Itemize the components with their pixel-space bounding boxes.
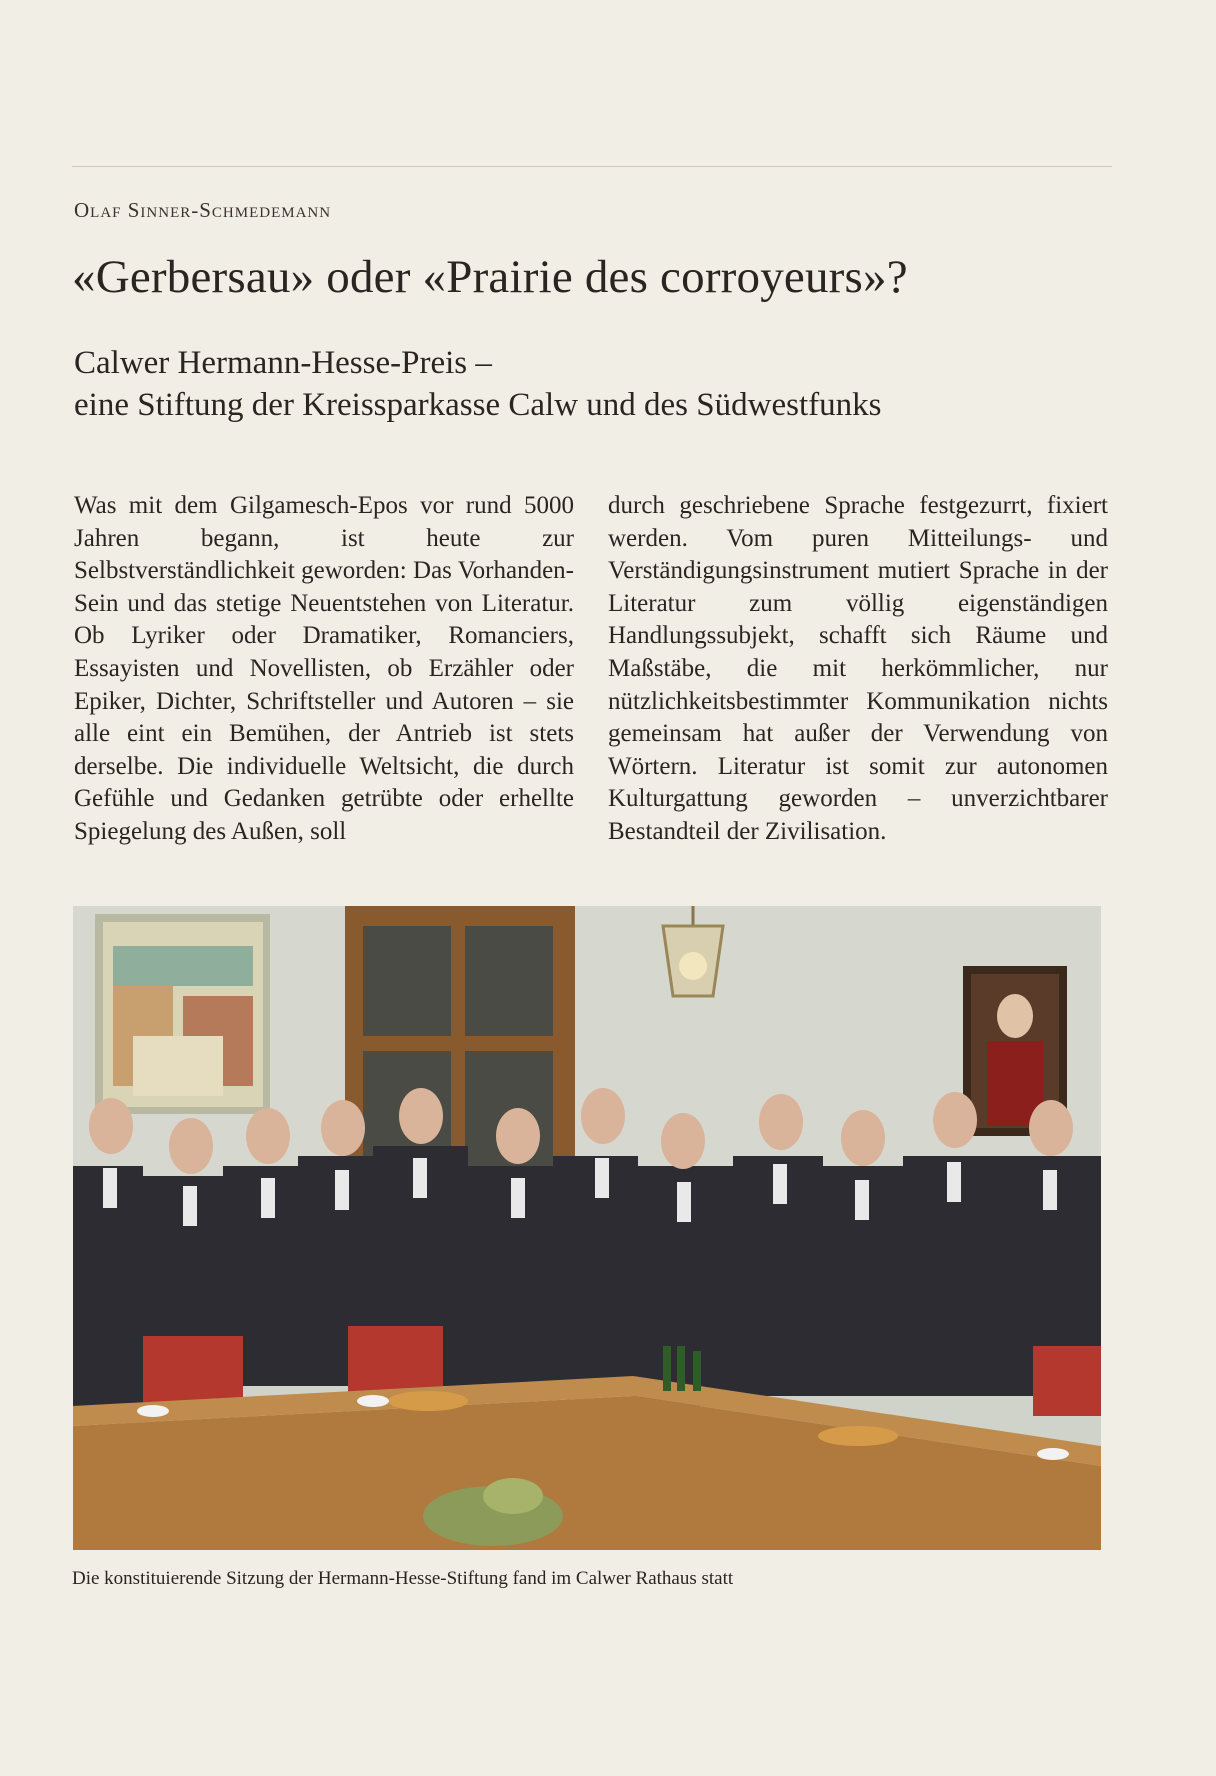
article-subtitle bbox=[74, 342, 1134, 426]
photo-caption: Die konstituierende Sitzung der Hermann-Hesse-Stiftung fand im Calwer Rathaus statt bbox=[72, 1568, 734, 1589]
landscape-painting bbox=[95, 914, 270, 1114]
subtitle-line-1: Calwer Hermann-Hesse-Preis – bbox=[74, 345, 492, 381]
body-column-left: Was mit dem Gilgamesch-Epos vor rund 5000 Jahren begann, ist heute zur Selbstverständlichkeit geworden: Das Vorhanden-Sein und das stetige Neuentstehen von Literatur. Ob Lyriker oder Dramatiker, Romanciers, Essayisten und Novellisten, ob Erzähler oder Epiker, Dichter, Schriftsteller und Autoren – sie alle eint ein Bemühen, der Antrieb ist stets derselbe. Die individuelle Weltsicht, die durch Gefühle und Gedanken getrübte oder erhellte Spiegelung des Außen, soll bbox=[74, 492, 574, 845]
body-column-right: durch geschriebene Sprache festgezurrt, fixiert werden. Vom puren Mitteilungs- und Verständigungsinstrument mutiert Sprache in der Literatur zum völlig eigenständigen Handlungssubjekt, schafft sich Räume und Maßstäbe, die mit herkömmlicher, nur nützlichkeitsbestimmter Kommunikation nichts gemeinsam hat außer der Verwendung von Wörtern. Literatur ist somit zur autonomen Kulturgattung geworden – unverzichtbarer Bestandteil der Zivilisation. bbox=[608, 492, 1108, 845]
article-title: «Gerbersau» oder «Prairie des corroyeurs»? bbox=[72, 251, 908, 303]
subtitle-line-2: eine Stiftung der Kreissparkasse Calw und des Südwestfunks bbox=[74, 387, 882, 423]
meeting-photo bbox=[73, 906, 1101, 1550]
header-rule bbox=[72, 166, 1112, 167]
author-name: Olaf Sinner-Schmedemann bbox=[74, 198, 332, 222]
